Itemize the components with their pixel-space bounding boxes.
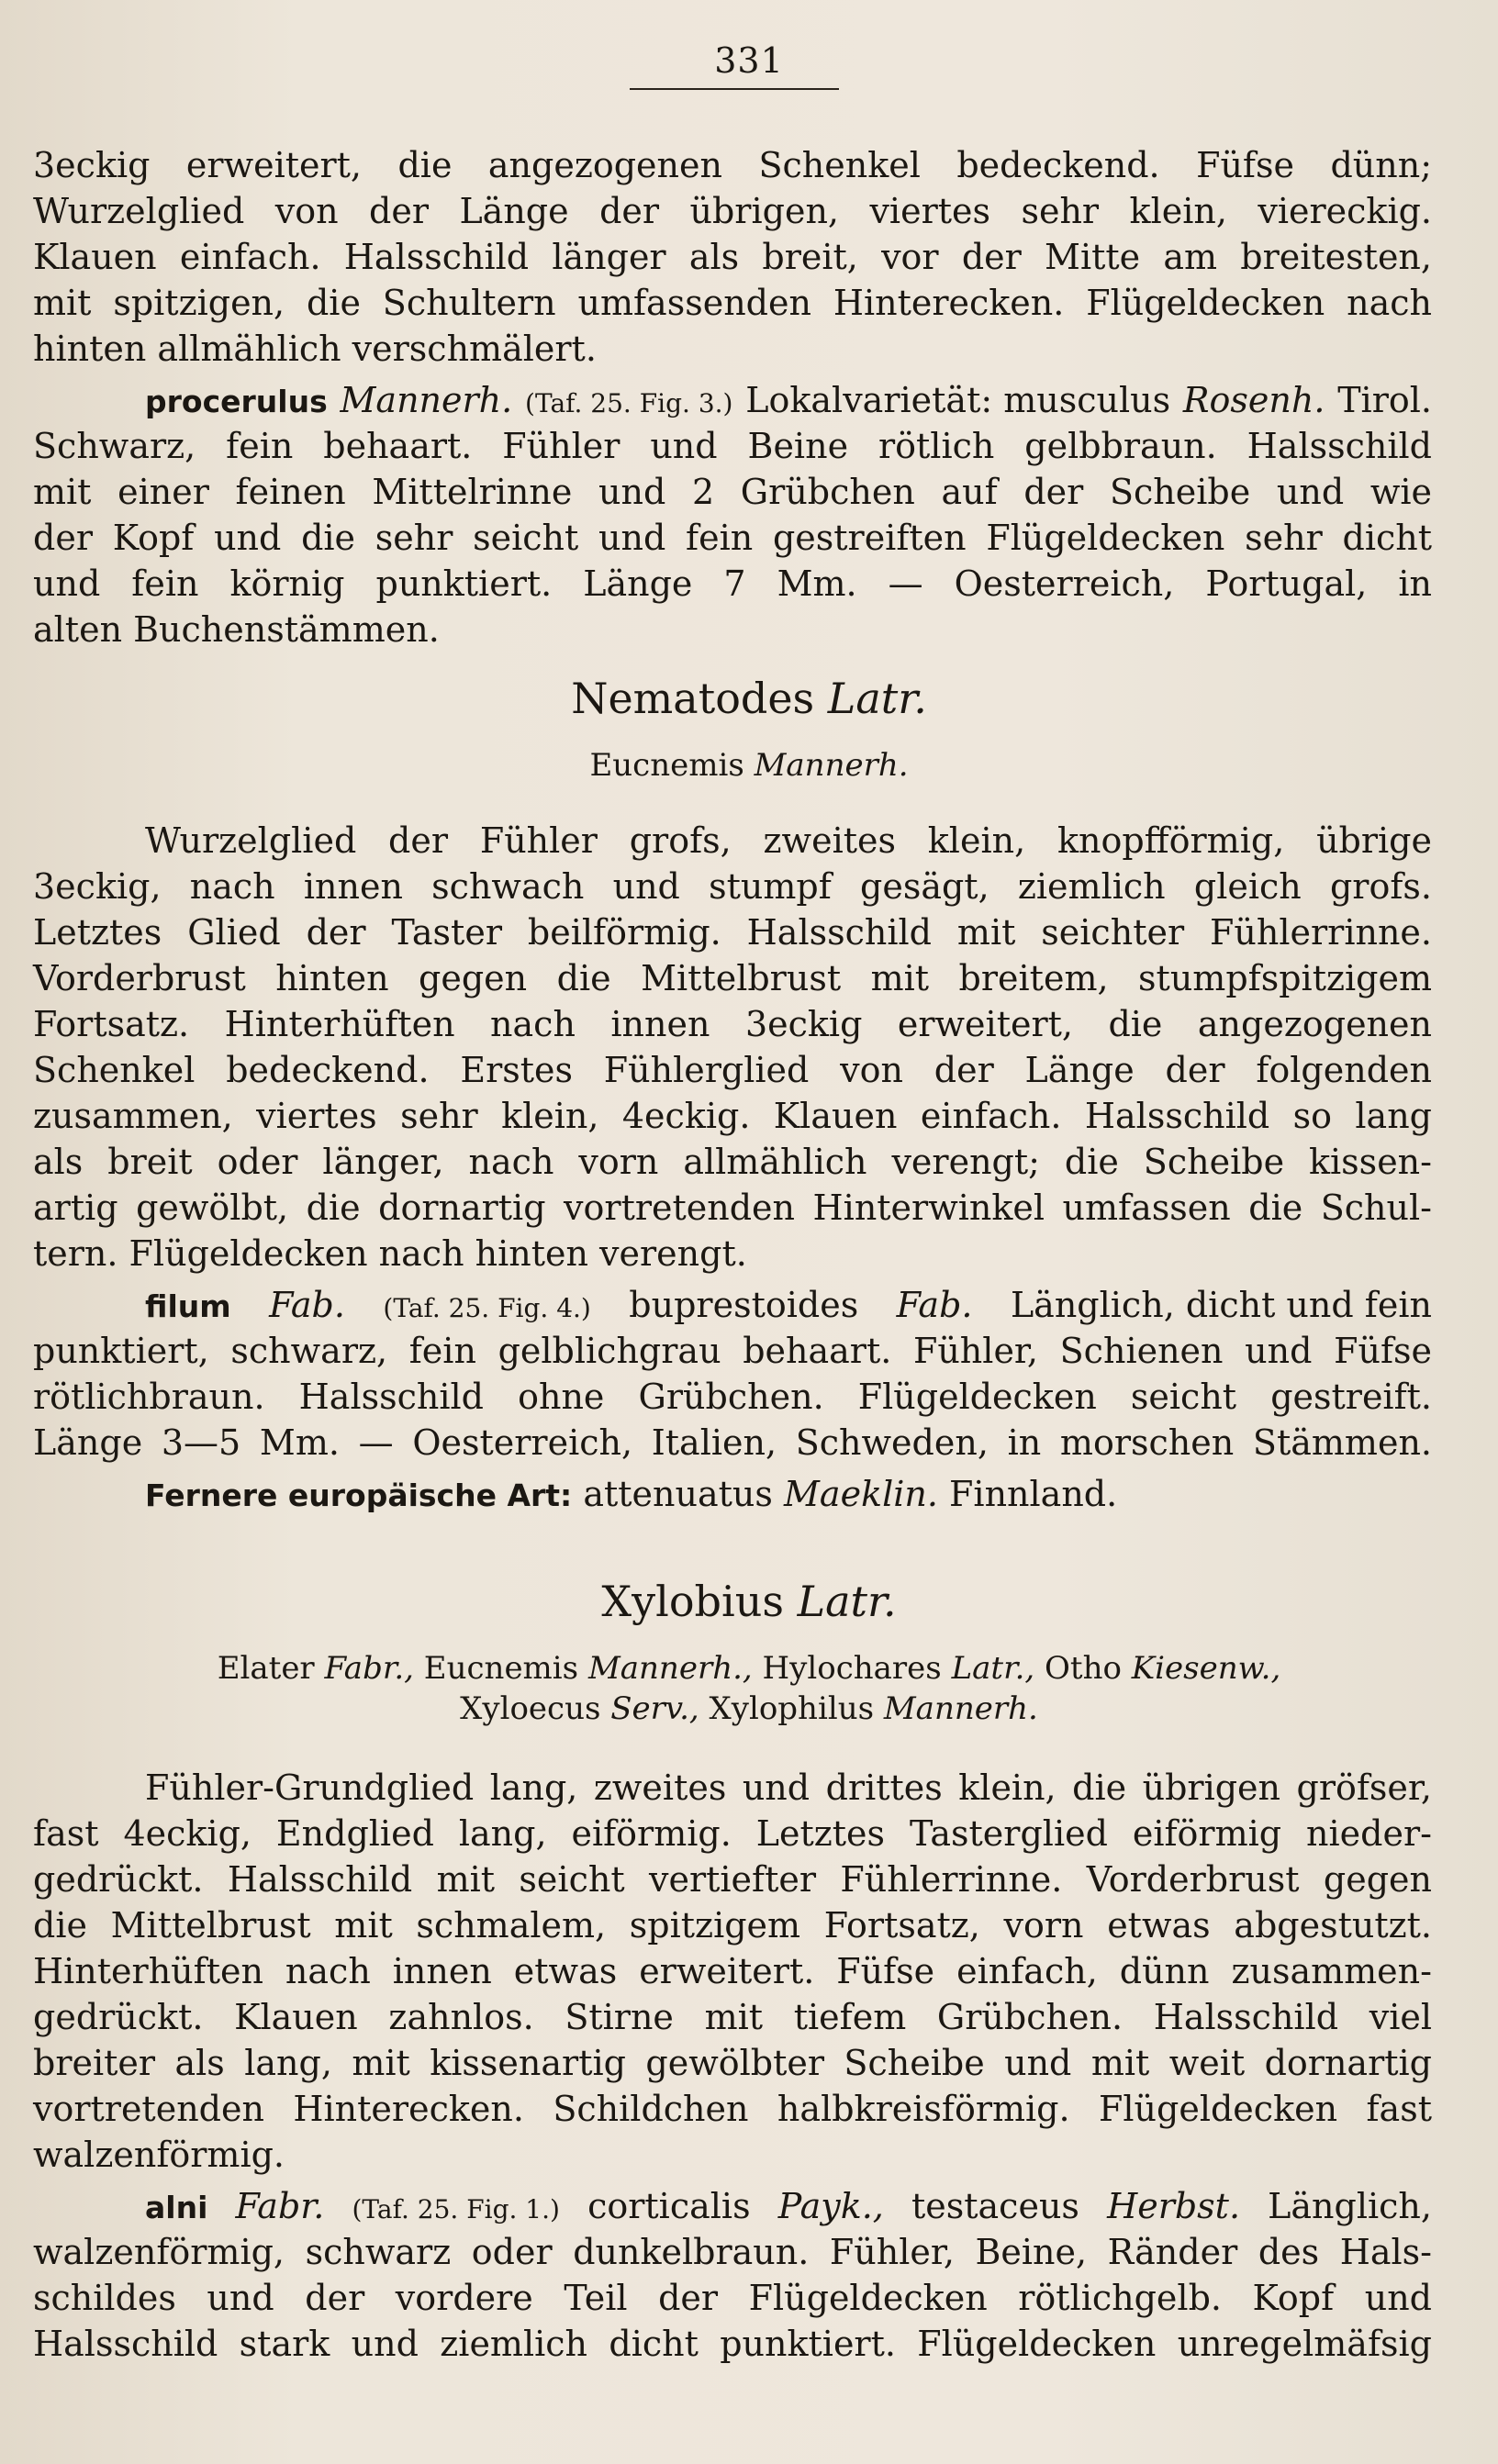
genus-synonym	[0, 747, 1498, 784]
further-label: Fernere europäische Art:	[145, 1477, 573, 1513]
species-author: Maeklin.	[784, 1474, 938, 1514]
further-species	[145, 1472, 1432, 1518]
text-line: rötlichbraun. Halsschild ohne Grübchen. Flügeldecken seicht gestreift.	[33, 1377, 1432, 1417]
text-line: mit einer feinen Mittelrinne und 2 Grübchen auf der Scheibe und wie	[33, 472, 1432, 512]
locality: Finnland.	[949, 1474, 1118, 1514]
genus-synonyms-line-2	[0, 1690, 1498, 1727]
text-line: Fortsatz. Hinterhüften nach innen 3eckig erweitert, die angezogenen	[33, 1004, 1432, 1044]
synonym-name: corticalis	[587, 2186, 751, 2226]
plate-reference: (Taf. 25. Fig. 1.)	[352, 2194, 560, 2224]
text-line: gedrückt. Halsschild mit seicht vertiefter Fühlerrinne. Vorderbrust gegen	[33, 1859, 1432, 1900]
text-line: tern. Flügeldecken nach hinten verengt.	[33, 1233, 747, 1274]
text-line: hinten allmählich verschmälert.	[33, 329, 597, 369]
text-line: punktiert, schwarz, fein gelblichgrau behaart. Fühler, Schienen und Füfse	[33, 1331, 1432, 1371]
text-line: schildes und der vordere Teil der Flügeldecken rötlichgelb. Kopf und	[33, 2278, 1432, 2318]
text-line: Klauen einfach. Halsschild länger als breit, vor der Mitte am breitesten,	[33, 237, 1432, 277]
synonym-author: Latr.,	[951, 1650, 1035, 1687]
text-line: walzenförmig, schwarz oder dunkelbraun. Fühler, Beine, Ränder des Hals-	[33, 2232, 1432, 2272]
species-name: filum	[145, 1288, 231, 1324]
synonym-author: Payk.,	[777, 2186, 884, 2226]
text-line: artig gewölbt, die dornartig vortretenden Hinterwinkel umfassen die Schul-	[33, 1187, 1432, 1228]
text-line: 3eckig, nach innen schwach und stumpf gesägt, ziemlich gleich grofs.	[33, 866, 1432, 907]
text-line: gedrückt. Klauen zahnlos. Stirne mit tiefem Grübchen. Halsschild viel	[33, 1997, 1432, 2037]
text-line: 3eckig erweitert, die angezogenen Schenkel bedeckend. Füfse dünn;	[33, 145, 1432, 185]
description-start: Länglich, dicht und fein	[1010, 1285, 1432, 1325]
variety-author: Rosenh.	[1182, 380, 1325, 420]
species-name: attenuatus	[583, 1474, 773, 1514]
text-line: und fein körnig punktiert. Länge 7 Mm. — Oesterreich, Portugal, in	[33, 563, 1432, 604]
species-entry-procerulus	[145, 378, 1432, 426]
species-author: Fab.	[269, 1285, 345, 1325]
genus-name: Xylobius	[601, 1577, 784, 1626]
synonym-author: Mannerh.	[883, 1690, 1038, 1727]
species-name: procerulus	[145, 384, 328, 419]
synonym-author: Mannerh.	[754, 747, 909, 784]
species-entry-filum	[145, 1283, 1432, 1331]
plate-reference: (Taf. 25. Fig. 3.)	[525, 388, 733, 418]
locality: Tirol.	[1337, 380, 1432, 420]
text-line: Hinterhüften nach innen etwas erweitert. Füfse einfach, dünn zusammen-	[33, 1951, 1432, 1991]
synonym-name: Elater	[217, 1650, 315, 1687]
variety-text: Lokalvarietät: musculus	[745, 380, 1171, 420]
species-entry-alni	[145, 2184, 1432, 2232]
text-line: Schwarz, fein behaart. Fühler und Beine rötlich gelbbraun. Halsschild	[33, 426, 1432, 466]
genus-author: Latr.	[797, 1577, 897, 1626]
text-line: vortretenden Hinterecken. Schildchen halbkreisförmig. Flügeldecken fast	[33, 2089, 1432, 2129]
synonym-author: Herbst.	[1107, 2186, 1241, 2226]
synonym-name: buprestoides	[629, 1285, 859, 1325]
synonym-name: Hylochares	[762, 1650, 942, 1687]
text-line: Letztes Glied der Taster beilförmig. Halsschild mit seichter Fühlerrinne.	[33, 912, 1432, 953]
synonym-author: Kiesenw.,	[1131, 1650, 1281, 1687]
synonym-name: Eucnemis	[423, 1650, 579, 1687]
synonym-author: Mannerh.,	[587, 1650, 753, 1687]
species-author: Fabr.	[235, 2186, 325, 2226]
text-line: breiter als lang, mit kissenartig gewölbter Scheibe und mit weit dornartig	[33, 2043, 1432, 2083]
text-line: die Mittelbrust mit schmalem, spitzigem Fortsatz, vorn etwas abgestutzt.	[33, 1905, 1432, 1946]
synonym-name: Eucnemis	[589, 747, 744, 784]
species-author: Mannerh.	[340, 380, 513, 420]
synonym-author: Serv.,	[610, 1690, 699, 1727]
text-line: Schenkel bedeckend. Erstes Fühlerglied von der Länge der folgenden	[33, 1050, 1432, 1090]
synonym-author: Fab.	[896, 1285, 973, 1325]
genus-heading-xylobius	[0, 1577, 1498, 1626]
text-line: zusammen, viertes sehr klein, 4eckig. Klauen einfach. Halsschild so lang	[33, 1096, 1432, 1136]
text-line: alten Buchenstämmen.	[33, 609, 440, 650]
text-line: Länge 3—5 Mm. — Oesterreich, Italien, Schweden, in morschen Stämmen.	[33, 1422, 1432, 1463]
genus-author: Latr.	[827, 674, 927, 723]
text-line: Wurzelglied von der Länge der übrigen, viertes sehr klein, viereckig.	[33, 191, 1432, 231]
text-line: der Kopf und die sehr seicht und fein gestreiften Flügeldecken sehr dicht	[33, 518, 1432, 558]
text-line: fast 4eckig, Endglied lang, eiförmig. Letztes Tasterglied eiförmig nieder-	[33, 1813, 1432, 1854]
synonym-name: Xylophilus	[709, 1690, 875, 1727]
plate-reference: (Taf. 25. Fig. 4.)	[383, 1293, 591, 1323]
text-line: Halsschild stark und ziemlich dicht punktiert. Flügeldecken unregelmäfsig	[33, 2324, 1432, 2364]
description-start: Länglich,	[1268, 2186, 1432, 2226]
genus-synonyms-line-1	[0, 1650, 1498, 1687]
genus-heading-nematodes	[0, 674, 1498, 723]
text-line: Vorderbrust hinten gegen die Mittelbrust mit breitem, stumpfspitzigem	[33, 958, 1432, 998]
page-number: 331	[714, 40, 784, 81]
synonym-name: testaceus	[911, 2186, 1079, 2226]
synonym-name: Otho	[1045, 1650, 1122, 1687]
text-line: als breit oder länger, nach vorn allmählich verengt; die Scheibe kissen-	[33, 1142, 1432, 1182]
text-line: Wurzelglied der Fühler grofs, zweites klein, knopfförmig, übrige	[145, 820, 1432, 861]
species-name: alni	[145, 2190, 208, 2225]
text-line: walzenförmig.	[33, 2135, 285, 2175]
synonym-author: Fabr.,	[324, 1650, 414, 1687]
text-line: Fühler-Grundglied lang, zweites und drittes klein, die übrigen gröfser,	[145, 1767, 1432, 1808]
genus-name: Nematodes	[571, 674, 815, 723]
text-line: mit spitzigen, die Schultern umfassenden Hinterecken. Flügeldecken nach	[33, 283, 1432, 323]
header-rule	[630, 88, 839, 90]
synonym-name: Xyloecus	[460, 1690, 601, 1727]
